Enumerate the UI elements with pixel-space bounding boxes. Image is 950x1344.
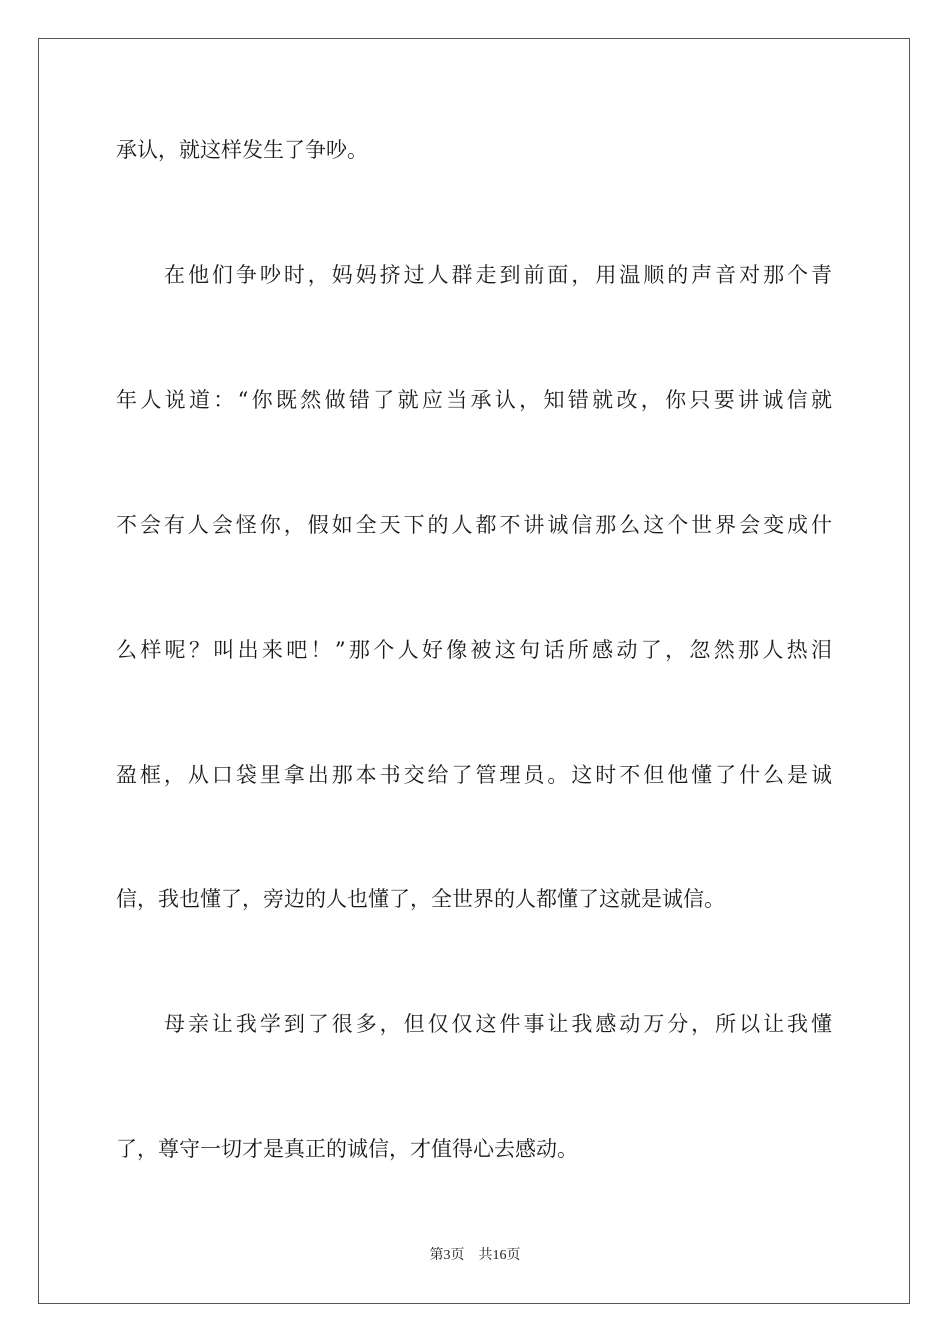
text-line: 在他们争吵时，妈妈挤过人群走到前面，用温顺的声音对那个青 [164, 263, 832, 287]
text-line: 盈框，从口袋里拿出那本书交给了管理员。这时不但他懂了什么是诚 [116, 763, 832, 787]
text-line: 信，我也懂了，旁边的人也懂了，全世界的人都懂了这就是诚信。 [116, 887, 725, 911]
text-line: 不会有人会怪你，假如全天下的人都不讲诚信那么这个世界会变成什 [116, 513, 832, 537]
text-line: 母亲让我学到了很多，但仅仅这件事让我感动万分，所以让我懂 [164, 1012, 832, 1036]
text-line: 么样呢？叫出来吧！”那个人好像被这句话所感动了，忽然那人热泪 [116, 638, 832, 662]
text-line: 承认，就这样发生了争吵。 [116, 138, 368, 162]
text-line: 了，尊守一切才是真正的诚信，才值得心去感动。 [116, 1137, 578, 1161]
text-line: 年人说道：“你既然做错了就应当承认，知错就改，你只要讲诚信就 [116, 388, 832, 412]
page-number-footer: 第3页 共16页 [429, 1248, 521, 1263]
page-frame [38, 38, 910, 1304]
